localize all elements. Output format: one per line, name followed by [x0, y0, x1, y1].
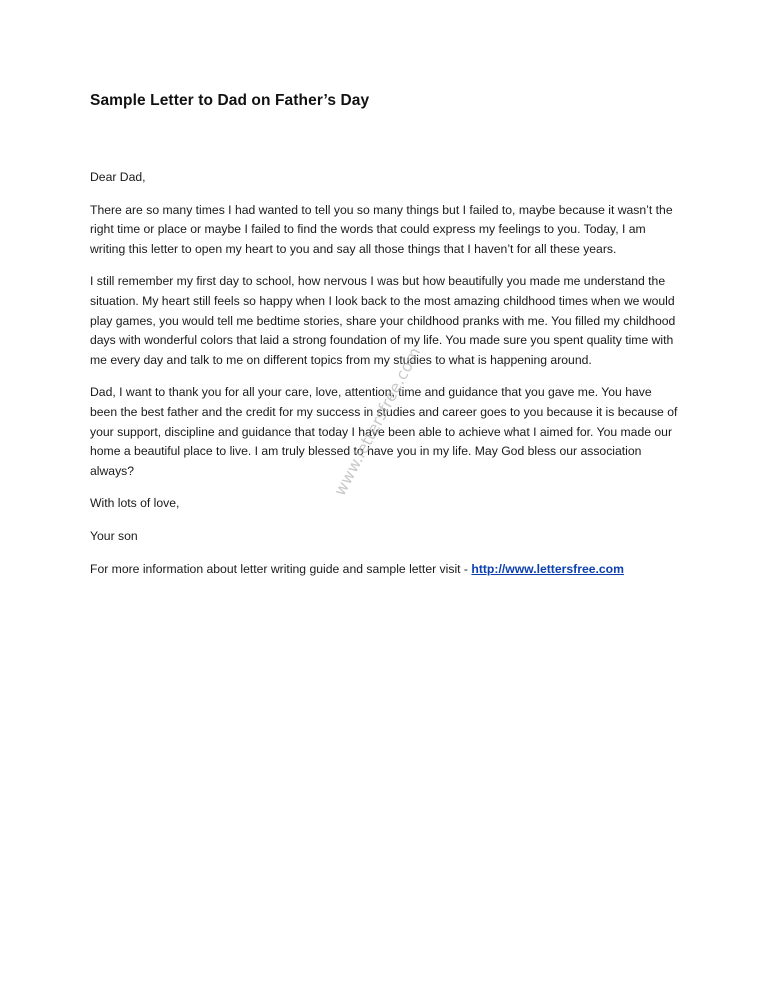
- paragraph-1: There are so many times I had wanted to tell you so many things but I failed to, maybe because it wasn’t the right time or place or maybe I failed to find the words that could express my feelings to you. Today, I am writing this letter to open my heart to you and say all those things that I haven’t for all these years.: [90, 202, 673, 256]
- website-link[interactable]: http://www.lettersfree.com: [471, 561, 624, 576]
- page-title: Sample Letter to Dad on Father’s Day: [90, 92, 370, 109]
- paragraph-3: Dad, I want to thank you for all your care, love, attention, time and guidance that you gave me. You have been the best father and the credit for my success in studies and career goes to you because it is because of your support, discipline and guidance that today I have been able to achieve what I aimed for. You made our home a beautiful place to live. I am truly blessed to have you in my life. May God bless our association always?: [90, 385, 678, 478]
- signature: Your son: [90, 528, 138, 543]
- paragraph-2: I still remember my first day to school, how nervous I was but how beautifully you made me understand the situation. My heart still feels so happy when I look back to the most amazing childhood times when we would play games, you would tell me bedtime stories, share your childhood pranks with me. You filled my childhood days with wonderful colors that laid a strong foundation of my life. You made sure you spent quality time with me every day and talk to me on different topics from my studies to what is happening around.: [90, 274, 676, 367]
- closing: With lots of love,: [90, 496, 180, 511]
- salutation: Dear Dad,: [90, 170, 146, 184]
- letter-body: [90, 92, 682, 579]
- footer-text: For more information about letter writing guide and sample letter visit -: [90, 561, 472, 576]
- footer-note: [90, 560, 682, 580]
- watermark: www.lettersfree.com: [330, 344, 425, 499]
